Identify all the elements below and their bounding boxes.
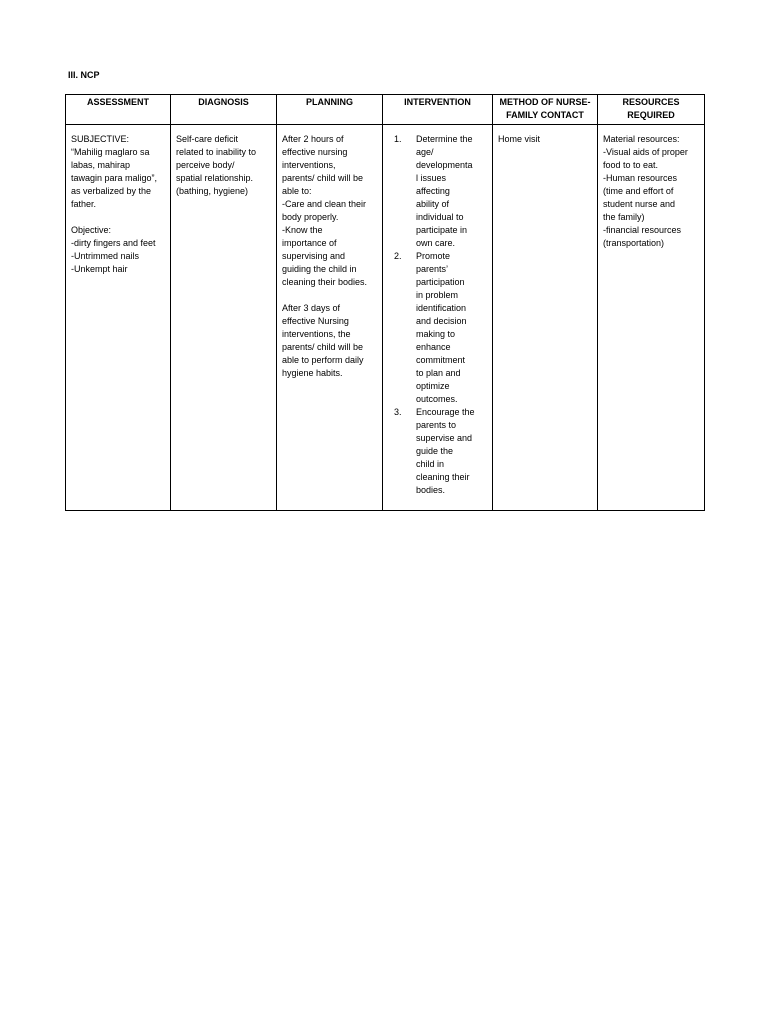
header-intervention: INTERVENTION xyxy=(383,95,493,125)
text-line: in problem xyxy=(416,290,459,300)
text-line: the family) xyxy=(603,212,645,222)
table-row xyxy=(66,125,705,511)
list-item xyxy=(388,133,487,250)
text-line: child in xyxy=(416,459,445,469)
text-line: own care. xyxy=(416,238,456,248)
text-line: body properly. xyxy=(282,212,339,222)
text-line: Objective: xyxy=(71,225,112,235)
list-number: 2. xyxy=(394,251,402,261)
list-item xyxy=(388,406,487,497)
header-resources-line-1: RESOURCES xyxy=(622,97,680,107)
header-diagnosis: DIAGNOSIS xyxy=(171,95,277,125)
text-line: effective Nursing xyxy=(282,316,349,326)
text-line: “Mahilig maglaro sa xyxy=(71,147,150,157)
text-line: -Visual aids of proper xyxy=(603,147,688,157)
header-method xyxy=(493,95,598,125)
text-line: spatial relationship. xyxy=(176,173,254,183)
text-line: able to perform daily xyxy=(282,355,364,365)
text-line: -Care and clean their xyxy=(282,199,367,209)
intervention-cell xyxy=(383,125,493,511)
assessment-cell xyxy=(66,125,171,511)
text-line: ability of xyxy=(416,199,450,209)
text-line: Material resources: xyxy=(603,134,680,144)
list-item xyxy=(388,250,487,406)
text-line: as verbalized by the xyxy=(71,186,152,196)
text-line: guide the xyxy=(416,446,454,456)
text-line: student nurse and xyxy=(603,199,676,209)
text-line: SUBJECTIVE: xyxy=(71,134,130,144)
text-line: making to xyxy=(416,329,456,339)
text-line: interventions, the xyxy=(282,329,351,339)
section-heading: III. NCP xyxy=(68,70,100,80)
text-line: tawagin para maligo”, xyxy=(71,173,158,183)
text-line: related to inability to xyxy=(176,147,257,157)
resources-cell xyxy=(598,125,705,511)
text-line: labas, mahirap xyxy=(71,160,131,170)
header-method-line-1: METHOD OF NURSE- xyxy=(499,97,591,107)
text-line: participate in xyxy=(416,225,468,235)
text-line: After 2 hours of xyxy=(282,134,344,144)
header-resources xyxy=(598,95,705,125)
text-line: cleaning their xyxy=(416,472,470,482)
text-line: -financial resources xyxy=(603,225,682,235)
planning-paragraph-1 xyxy=(282,133,377,289)
text-line: (bathing, hygiene) xyxy=(176,186,249,196)
text-line: to plan and xyxy=(416,368,461,378)
objective-block xyxy=(71,224,165,276)
planning-paragraph-2 xyxy=(282,302,377,380)
text-line: individual to xyxy=(416,212,464,222)
text-line: and decision xyxy=(416,316,467,326)
text-line: parents to xyxy=(416,420,457,430)
text-line: parents’ xyxy=(416,264,449,274)
text-line: supervise and xyxy=(416,433,473,443)
header-planning: PLANNING xyxy=(277,95,383,125)
text-line: affecting xyxy=(416,186,450,196)
text-line: perceive body/ xyxy=(176,160,235,170)
text-line: able to: xyxy=(282,186,312,196)
text-line: Self-care deficit xyxy=(176,134,239,144)
text-line: father. xyxy=(71,199,97,209)
subjective-block xyxy=(71,133,165,211)
text-line: hygiene habits. xyxy=(282,368,343,378)
text-line: -Untrimmed nails xyxy=(71,251,140,261)
text-line: -Know the xyxy=(282,225,323,235)
list-number: 3. xyxy=(394,407,402,417)
text-line: importance of xyxy=(282,238,337,248)
text-line: supervising and xyxy=(282,251,346,261)
list-number: 1. xyxy=(394,134,402,144)
header-assessment: ASSESSMENT xyxy=(66,95,171,125)
header-resources-line-2: REQUIRED xyxy=(627,110,675,120)
text-line: optimize xyxy=(416,381,450,391)
text-line: Promote xyxy=(416,251,451,261)
intervention-list xyxy=(388,133,487,497)
method-text: Home visit xyxy=(498,134,541,144)
text-line: bodies. xyxy=(416,485,446,495)
text-line: enhance xyxy=(416,342,451,352)
text-line: interventions, xyxy=(282,160,336,170)
text-line: (time and effort of xyxy=(603,186,674,196)
text-line: parents/ child will be xyxy=(282,342,364,352)
header-row xyxy=(66,95,705,125)
text-line: developmenta xyxy=(416,160,473,170)
text-line: -dirty fingers and feet xyxy=(71,238,156,248)
text-line: guiding the child in xyxy=(282,264,357,274)
diagnosis-cell xyxy=(171,125,277,511)
text-line: l issues xyxy=(416,173,447,183)
text-line: After 3 days of xyxy=(282,303,341,313)
planning-cell xyxy=(277,125,383,511)
text-line: commitment xyxy=(416,355,466,365)
text-line: age/ xyxy=(416,147,434,157)
text-line: outcomes. xyxy=(416,394,458,404)
text-line: -Unkempt hair xyxy=(71,264,128,274)
text-line: (transportation) xyxy=(603,238,665,248)
text-line: effective nursing xyxy=(282,147,348,157)
text-line: food to to eat. xyxy=(603,160,659,170)
header-method-line-2: FAMILY CONTACT xyxy=(506,110,584,120)
text-line: participation xyxy=(416,277,465,287)
ncp-table xyxy=(65,94,705,511)
text-line: -Human resources xyxy=(603,173,678,183)
text-line: Encourage the xyxy=(416,407,475,417)
text-line: identification xyxy=(416,303,467,313)
text-line: parents/ child will be xyxy=(282,173,364,183)
text-line: cleaning their bodies. xyxy=(282,277,368,287)
method-cell xyxy=(493,125,598,511)
text-line: Determine the xyxy=(416,134,473,144)
